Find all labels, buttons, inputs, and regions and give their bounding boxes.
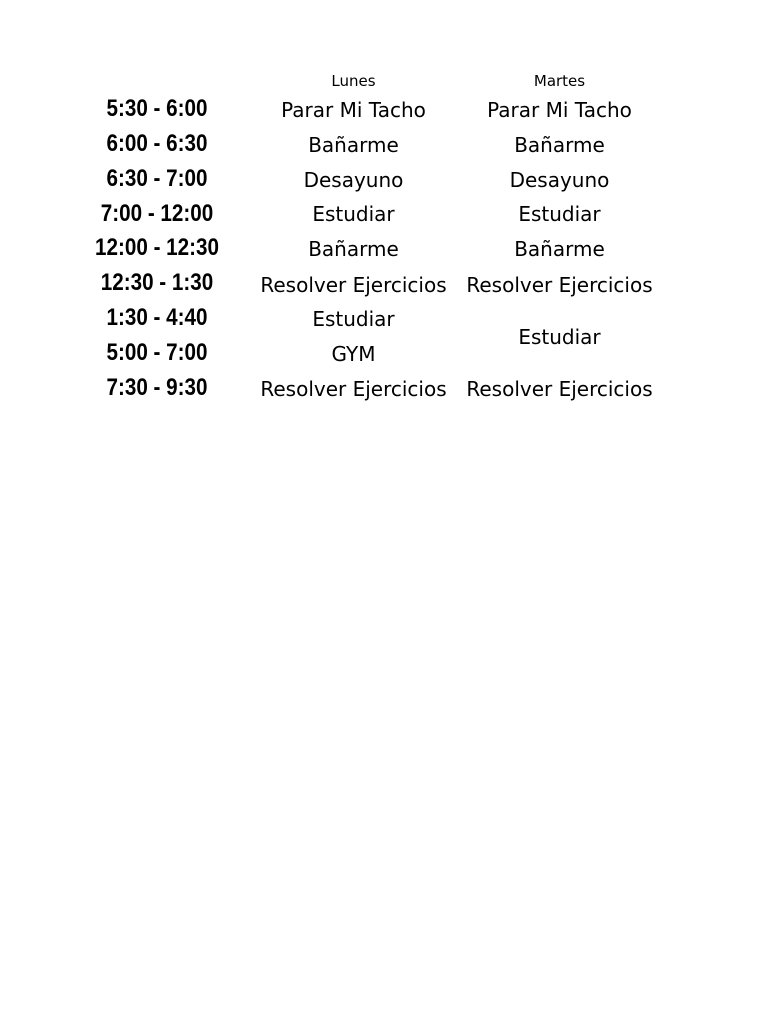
- time-cell: 7:00 - 12:00: [100, 200, 214, 227]
- martes-activity: Desayuno: [509, 168, 610, 192]
- lunes-activity: Estudiar: [312, 307, 395, 331]
- lunes-activity: GYM: [331, 342, 376, 366]
- martes-merged-activity: Estudiar: [518, 325, 601, 349]
- time-cell: 5:00 - 7:00: [106, 339, 208, 366]
- martes-activity: Bañarme: [514, 237, 605, 261]
- martes-activity: Resolver Ejercicios: [466, 273, 653, 297]
- time-cell: 6:30 - 7:00: [106, 165, 208, 192]
- lunes-activity: Resolver Ejercicios: [260, 273, 447, 297]
- martes-activity: Bañarme: [514, 133, 605, 157]
- martes-activity: Estudiar: [518, 202, 601, 226]
- lunes-activity: Bañarme: [308, 133, 399, 157]
- lunes-activity: Resolver Ejercicios: [260, 377, 447, 401]
- time-cell: 12:00 - 12:30: [95, 234, 219, 261]
- lunes-activity: Desayuno: [303, 168, 404, 192]
- martes-activity: Resolver Ejercicios: [466, 377, 653, 401]
- header-martes: Martes: [533, 72, 586, 90]
- time-cell: 6:00 - 6:30: [106, 130, 208, 157]
- time-cell: 1:30 - 4:40: [106, 304, 208, 331]
- lunes-activity: Bañarme: [308, 237, 399, 261]
- lunes-activity: Estudiar: [312, 202, 395, 226]
- martes-activity: Parar Mi Tacho: [487, 98, 632, 122]
- header-lunes: Lunes: [331, 72, 376, 90]
- time-cell: 12:30 - 1:30: [100, 269, 214, 296]
- time-cell: 5:30 - 6:00: [106, 95, 208, 122]
- time-cell: 7:30 - 9:30: [106, 374, 208, 401]
- lunes-activity: Parar Mi Tacho: [281, 98, 426, 122]
